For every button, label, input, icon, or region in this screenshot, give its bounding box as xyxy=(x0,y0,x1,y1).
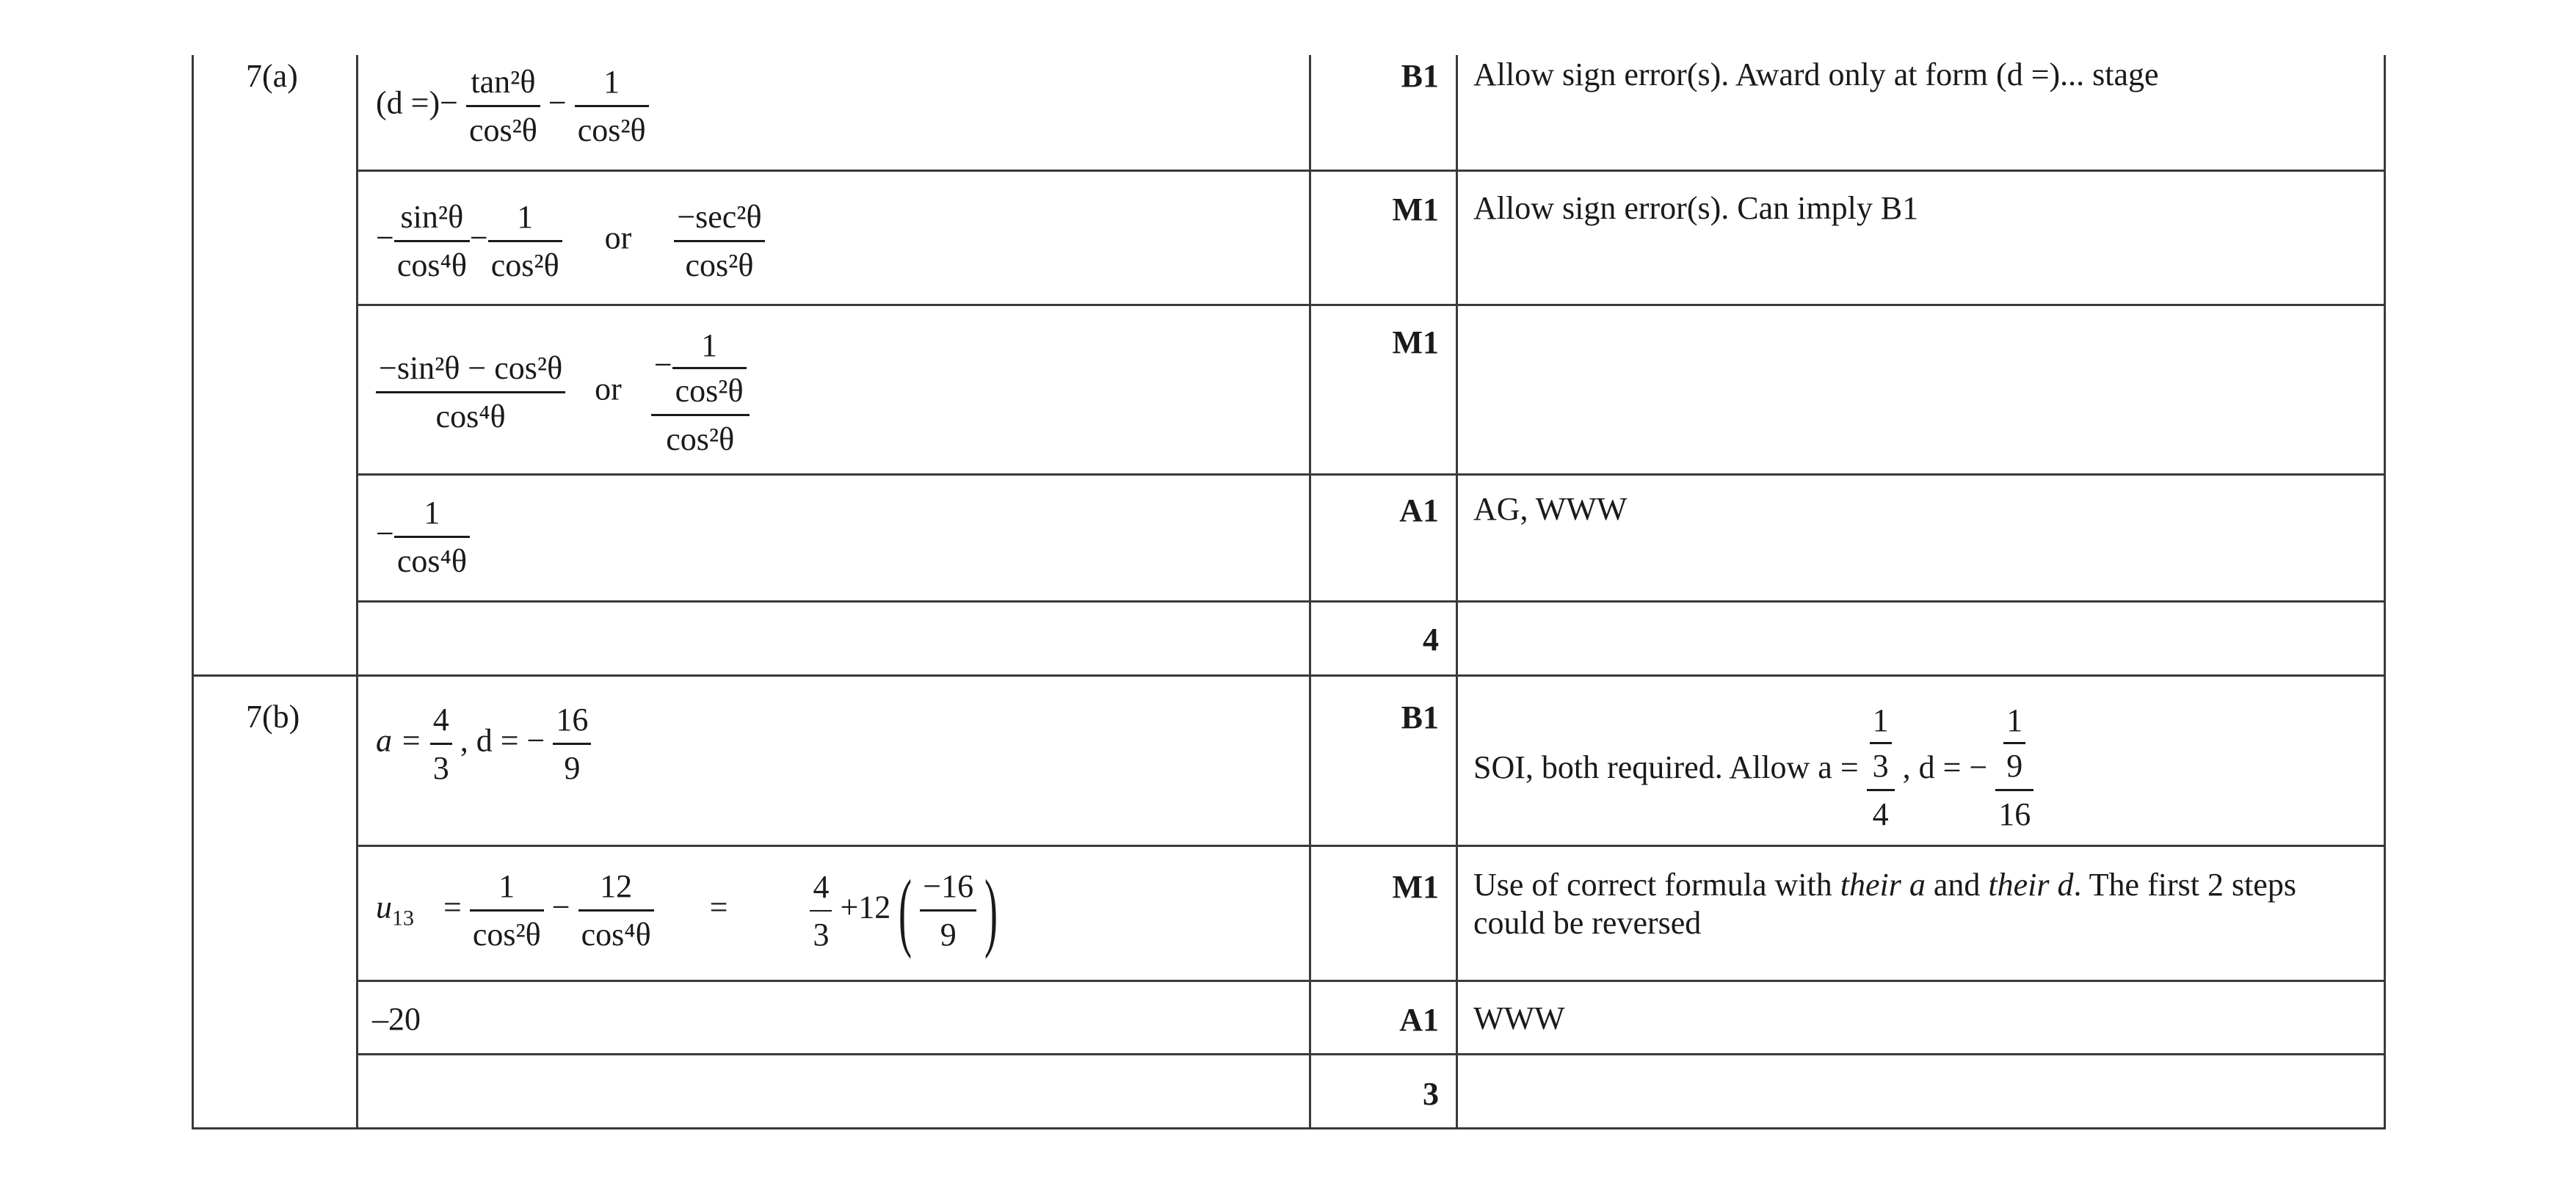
numerator: 1 xyxy=(2003,702,2025,744)
numerator: 4 xyxy=(810,868,832,912)
row-divider xyxy=(356,304,2386,306)
numerator xyxy=(1995,702,2033,791)
answer-7a-step1 xyxy=(376,63,649,149)
a-equals: a = xyxy=(376,722,422,759)
denominator: 3 xyxy=(432,750,449,786)
numerator: 1 xyxy=(1870,702,1892,744)
denominator: cos²θ xyxy=(675,373,744,409)
col-divider xyxy=(1456,55,1458,1129)
fraction xyxy=(553,701,591,787)
numerator: 12 xyxy=(578,867,654,912)
guidance-note xyxy=(1473,866,2373,942)
row-divider xyxy=(356,845,2386,847)
question-label: 7(a) xyxy=(246,58,298,94)
denominator: 9 xyxy=(940,917,957,953)
note-text: and xyxy=(1925,867,1989,903)
numerator: 16 xyxy=(553,701,591,745)
numerator: 1 xyxy=(488,198,562,242)
mark-code: M1 xyxy=(1392,192,1439,228)
minus-sign: − xyxy=(551,889,570,925)
answer-7a-step2 xyxy=(376,198,765,284)
mark-code: A1 xyxy=(1399,1002,1439,1038)
compound-fraction xyxy=(1995,702,2033,833)
guidance-note: AG, WWW xyxy=(1473,491,1628,527)
numerator: 1 xyxy=(672,327,747,369)
fraction xyxy=(394,198,470,284)
fraction xyxy=(2003,702,2025,785)
denominator: cos²θ xyxy=(472,917,541,953)
equals-sign: = xyxy=(443,889,462,925)
row-divider xyxy=(356,600,2386,603)
fraction xyxy=(376,349,565,435)
minus-sign: − xyxy=(653,346,672,383)
denominator: 3 xyxy=(1872,748,1889,784)
fraction xyxy=(1870,702,1892,785)
table-bottom xyxy=(192,1127,2386,1129)
mark-code: A1 xyxy=(1399,492,1439,528)
numerator xyxy=(1867,702,1895,791)
fraction xyxy=(810,868,832,953)
u-symbol: u xyxy=(376,889,392,925)
fraction xyxy=(430,701,452,787)
answer-7b-final: –20 xyxy=(372,1001,421,1037)
row-divider xyxy=(356,980,2386,982)
mark-code: B1 xyxy=(1401,58,1439,94)
answer-7b-step1 xyxy=(376,701,591,787)
fraction xyxy=(470,867,544,953)
minus-sign: − xyxy=(548,84,567,121)
note-d-equals: , d = − xyxy=(1902,749,1988,785)
fraction xyxy=(672,327,747,410)
answer-7a-step4 xyxy=(376,494,470,580)
denominator: cos²θ xyxy=(685,247,754,283)
total-marks: 4 xyxy=(1423,622,1439,658)
fraction xyxy=(575,63,649,149)
denominator: cos²θ xyxy=(577,112,646,148)
question-label: 7(b) xyxy=(246,699,300,735)
denominator: 9 xyxy=(564,750,581,786)
fraction xyxy=(488,198,562,284)
denominator: cos²θ xyxy=(468,112,537,148)
denominator: cos⁴θ xyxy=(396,543,467,579)
col-divider xyxy=(356,55,358,1129)
denominator: 4 xyxy=(1872,796,1889,832)
numerator: 1 xyxy=(470,867,544,912)
note-italic: their d xyxy=(1988,867,2074,903)
fraction xyxy=(394,494,470,580)
numerator xyxy=(651,327,750,416)
d-equals: , d = − xyxy=(460,722,545,759)
minus-sign: − xyxy=(376,515,394,552)
subscript: 13 xyxy=(392,906,414,931)
denominator: 9 xyxy=(2006,748,2023,784)
fraction xyxy=(674,198,764,284)
mark-code: M1 xyxy=(1392,869,1439,905)
row-divider xyxy=(356,473,2386,476)
numerator: −sin²θ − cos²θ xyxy=(376,349,565,393)
mark-code: B1 xyxy=(1401,699,1439,735)
compound-fraction xyxy=(651,327,750,458)
note-text: . The first 2 steps could be reversed xyxy=(1473,867,2296,941)
denominator: cos⁴θ xyxy=(396,247,467,283)
col-divider xyxy=(2384,55,2386,1129)
denominator: cos²θ xyxy=(666,421,735,457)
numerator: 1 xyxy=(394,494,470,538)
answer-7b-step2: $u_{13}$ = $\frac{1}{\text{cos²θ}}$ − $\frac{12}{\text{cos⁴θ}}$ = $\frac{4}{3}$ +12( $\frac{-16}{9}$ ) xyxy=(376,861,998,959)
equals-sign: = xyxy=(709,889,728,925)
or-word: or xyxy=(604,219,632,256)
denominator: cos²θ xyxy=(490,247,559,283)
denominator: 16 xyxy=(1998,796,2031,832)
or-word: or xyxy=(595,371,622,407)
answer-7a-step3 xyxy=(376,327,750,458)
denominator: 3 xyxy=(813,916,830,953)
col-divider xyxy=(192,55,194,1129)
denominator: cos⁴θ xyxy=(581,917,651,953)
plus-twelve: +12 xyxy=(840,889,891,925)
numerator: −16 xyxy=(920,867,976,912)
denominator: cos⁴θ xyxy=(435,399,506,434)
fraction xyxy=(920,867,976,953)
row-divider xyxy=(356,1053,2386,1055)
minus-sign: − xyxy=(376,219,394,256)
note-text: Use of correct formula with xyxy=(1473,867,1840,903)
numerator: 4 xyxy=(430,701,452,745)
col-divider xyxy=(1309,55,1311,1129)
fraction xyxy=(578,867,654,953)
guidance-note xyxy=(1473,702,2376,833)
question-divider xyxy=(192,674,2386,677)
note-text: SOI, both required. Allow a = xyxy=(1473,749,1859,785)
guidance-note: Allow sign error(s). Award only at form (d =)... stage xyxy=(1473,57,2159,92)
numerator: −sec²θ xyxy=(674,198,764,242)
compound-fraction xyxy=(1867,702,1895,833)
numerator: 1 xyxy=(575,63,649,107)
numerator: sin²θ xyxy=(394,198,470,242)
row-divider xyxy=(356,170,2386,172)
note-italic: their a xyxy=(1840,867,1926,903)
mark-code: M1 xyxy=(1392,324,1439,360)
fraction xyxy=(466,63,540,149)
minus-sign: − xyxy=(469,219,488,256)
numerator: tan²θ xyxy=(466,63,540,107)
guidance-note: WWW xyxy=(1473,1000,1565,1036)
guidance-note: Allow sign error(s). Can imply B1 xyxy=(1473,190,1919,226)
d-prefix: (d =)− xyxy=(376,84,458,121)
total-marks: 3 xyxy=(1423,1076,1439,1112)
